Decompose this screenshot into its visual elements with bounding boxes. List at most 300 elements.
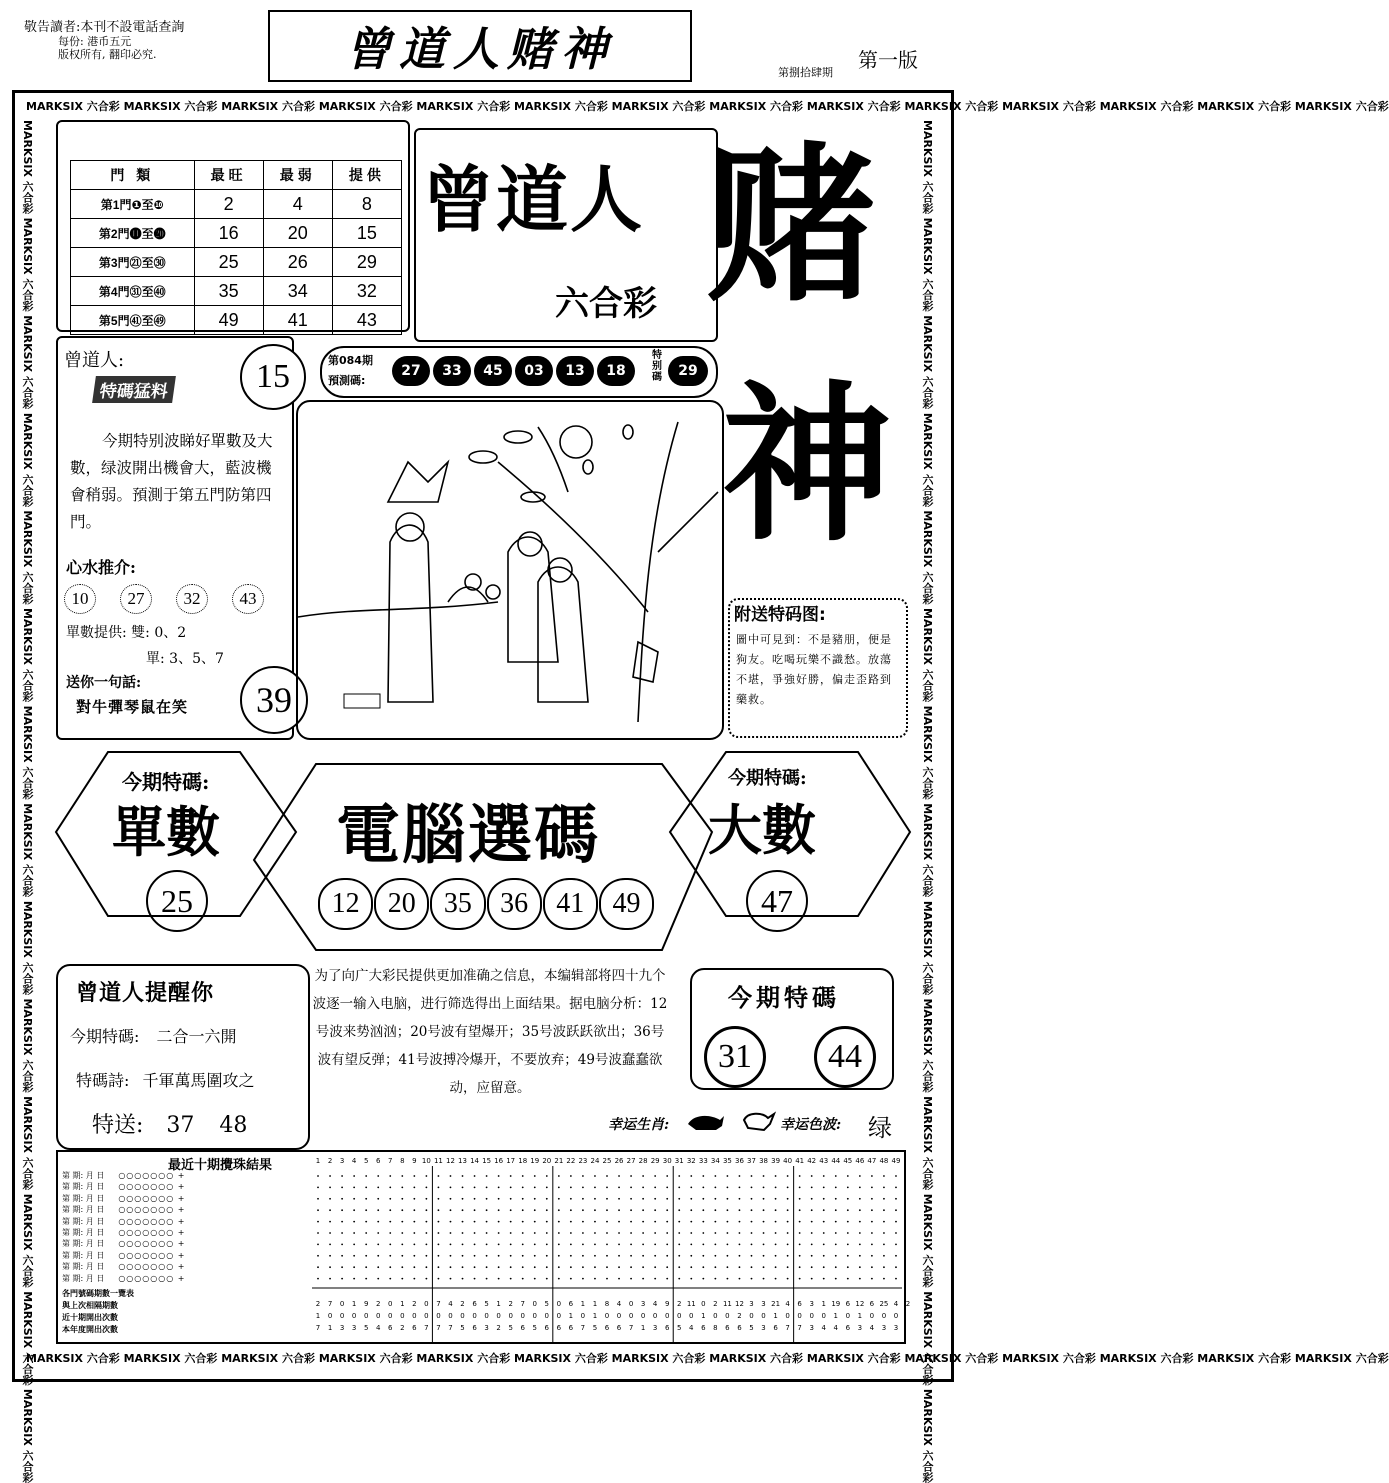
- grid-footer-value: 0: [363, 1312, 369, 1320]
- grid-dot: [594, 1255, 596, 1257]
- grid-footer-value: 2: [315, 1300, 321, 1308]
- results-row-label: 第 期: 月 日: [62, 1182, 105, 1192]
- grid-dot: [377, 1198, 379, 1200]
- grid-dot: [727, 1221, 729, 1223]
- grid-dot: [883, 1198, 885, 1200]
- grid-dot: [739, 1209, 741, 1211]
- grid-footer-value: 0: [785, 1312, 790, 1320]
- results-row: [62, 1250, 312, 1261]
- grid-dot: [534, 1244, 536, 1246]
- grid-footer-value: 1: [400, 1300, 405, 1308]
- grid-dot: [811, 1255, 813, 1257]
- grid-col-header: 42: [807, 1157, 817, 1165]
- results-footer: [62, 1288, 312, 1340]
- grid-dot: [558, 1209, 560, 1211]
- grid-footer-value: 0: [556, 1300, 562, 1308]
- grid-dot: [763, 1187, 765, 1189]
- grid-dot: [823, 1221, 825, 1223]
- border-band-top: [26, 98, 1389, 116]
- grid-dot: [871, 1278, 873, 1280]
- grid-dot: [642, 1255, 644, 1257]
- grid-dot: [546, 1198, 548, 1200]
- grid-footer-value: 9: [664, 1300, 670, 1308]
- grid-footer-value: 2: [713, 1300, 718, 1308]
- grid-col-header: 30: [662, 1157, 672, 1165]
- grid-dot: [486, 1266, 488, 1268]
- grid-col-header: 22: [566, 1157, 576, 1165]
- grid-dot: [510, 1232, 512, 1234]
- grid-dot: [859, 1187, 861, 1189]
- grid-dot: [462, 1278, 464, 1280]
- grid-footer-value: 1: [351, 1300, 357, 1308]
- grid-footer-value: 0: [351, 1312, 357, 1320]
- results-row-slots: ○○○○○○○ +: [118, 1262, 186, 1272]
- grid-dot: [678, 1244, 680, 1246]
- grid-col-header: 29: [650, 1157, 660, 1165]
- issue-number: 第捌拾肆期: [778, 66, 833, 79]
- grid-dot: [450, 1209, 452, 1211]
- grid-footer-value: 2: [508, 1300, 513, 1308]
- grid-dot: [606, 1255, 608, 1257]
- grid-footer-value: 3: [761, 1300, 766, 1308]
- grid-footer-value: 1: [327, 1324, 333, 1332]
- center-paragraph: 为了向广大彩民提供更加准确之信息，本编辑部将四十九个波逐一输入电脑，进行筛选得出上面结果。据电脑分析：12号波来势汹汹；20号波有望爆开；35号波跃跃欲出；36号波有望反弹；41号波搏冷爆开，不要放弃；49号波蠢蠢欲动，应留意。: [312, 968, 668, 1096]
- grid-col-header: 28: [638, 1157, 648, 1165]
- grid-footer-value: 0: [339, 1312, 345, 1320]
- grid-footer-value: 2: [677, 1300, 682, 1308]
- grid-dot: [450, 1278, 452, 1280]
- grid-dot: [522, 1198, 524, 1200]
- center-title: 電腦選碼: [336, 798, 600, 873]
- grid-dot: [763, 1244, 765, 1246]
- water-numbers: [64, 584, 284, 614]
- grid-dot: [618, 1266, 620, 1268]
- grid-dot: [389, 1187, 391, 1189]
- grid-footer-value: 25: [879, 1300, 889, 1308]
- grid-dot: [678, 1175, 680, 1177]
- grid-dot: [763, 1266, 765, 1268]
- grid-dot: [775, 1266, 777, 1268]
- grid-dot: [666, 1221, 668, 1223]
- grid-dot: [317, 1175, 319, 1177]
- grid-dot: [474, 1209, 476, 1211]
- grid-footer-value: 1: [773, 1312, 778, 1320]
- grid-dot: [666, 1266, 668, 1268]
- results-row: [62, 1261, 312, 1272]
- min-cell: 26: [263, 248, 332, 277]
- grid-dot: [823, 1244, 825, 1246]
- tip-paragraph: 今期特别波睇好單數及大數，绿波開出機會大，藍波機會稍弱。預測于第五門防第四門。: [70, 432, 273, 531]
- grid-dot: [847, 1232, 849, 1234]
- grid-dot: [714, 1187, 716, 1189]
- grid-footer-value: 0: [544, 1312, 550, 1320]
- grid-dot: [570, 1187, 572, 1189]
- grid-dot: [787, 1232, 789, 1234]
- grid-dot: [438, 1221, 440, 1223]
- grid-dot: [522, 1255, 524, 1257]
- grid-dot: [450, 1244, 452, 1246]
- title-big1: 赌: [706, 125, 877, 325]
- grid-footer-value: 0: [677, 1312, 682, 1320]
- grid-dot: [799, 1221, 801, 1223]
- grid-dot: [510, 1266, 512, 1268]
- grid-dot: [835, 1198, 837, 1200]
- grid-dot: [871, 1198, 873, 1200]
- grid-dot: [751, 1278, 753, 1280]
- door-cell: 第5門㊶至㊾: [71, 306, 195, 335]
- grid-footer-value: 3: [339, 1324, 345, 1332]
- grid-dot: [727, 1187, 729, 1189]
- grid-dot: [883, 1232, 885, 1234]
- grid-dot: [474, 1266, 476, 1268]
- grid-dot: [425, 1232, 427, 1234]
- grid-dot: [317, 1232, 319, 1234]
- doors-row: [71, 248, 402, 277]
- grid-dot: [883, 1244, 885, 1246]
- grid-dot: [895, 1187, 897, 1189]
- doors-row: [71, 190, 402, 219]
- grid-col-header: 1: [315, 1157, 321, 1165]
- grid-dot: [847, 1266, 849, 1268]
- tiger-icon: [686, 1110, 726, 1134]
- grid-dot: [341, 1255, 343, 1257]
- grid-dot: [859, 1244, 861, 1246]
- grid-dot: [377, 1244, 379, 1246]
- grid-footer-value: 4: [869, 1324, 875, 1332]
- grid-footer-value: 4: [616, 1300, 622, 1308]
- results-footer-label: 本年度開出次數: [62, 1325, 118, 1334]
- grid-dot: [799, 1244, 801, 1246]
- grid-dot: [835, 1244, 837, 1246]
- grid-dot: [823, 1198, 825, 1200]
- grid-dot: [642, 1244, 644, 1246]
- computer-number: 49: [599, 878, 654, 930]
- results-title: 最近十期攪珠結果: [168, 1158, 273, 1173]
- grid-footer-value: 3: [761, 1324, 766, 1332]
- grid-footer-value: 0: [388, 1300, 393, 1308]
- grid-col-header: 19: [530, 1157, 540, 1165]
- grid-footer-value: 3: [809, 1300, 814, 1308]
- results-row: [62, 1181, 312, 1192]
- grid-footer-value: 7: [628, 1324, 634, 1332]
- water-number: 10: [64, 584, 96, 614]
- results-row-slots: ○○○○○○○ +: [118, 1171, 186, 1180]
- grid-dot: [618, 1198, 620, 1200]
- grid-dot: [474, 1278, 476, 1280]
- grid-dot: [438, 1175, 440, 1177]
- riddle-title: 附送特码图:: [734, 605, 826, 625]
- grid-dot: [799, 1255, 801, 1257]
- grid-col-header: 14: [470, 1157, 480, 1165]
- grid-dot: [534, 1221, 536, 1223]
- grid-dot: [329, 1175, 331, 1177]
- grid-col-header: 44: [831, 1157, 841, 1165]
- grid-dot: [353, 1244, 355, 1246]
- right-special-title: 今期特碼: [728, 984, 840, 1012]
- grid-dot: [377, 1278, 379, 1280]
- grid-dot: [594, 1221, 596, 1223]
- grid-footer-value: 0: [520, 1312, 525, 1320]
- grid-footer-value: 1: [701, 1312, 706, 1320]
- grid-dot: [462, 1198, 464, 1200]
- grid-dot: [534, 1187, 536, 1189]
- grid-dot: [775, 1175, 777, 1177]
- rock: [633, 642, 658, 682]
- grid-dot: [678, 1255, 680, 1257]
- grid-dot: [474, 1221, 476, 1223]
- grid-dot: [811, 1266, 813, 1268]
- grid-dot: [594, 1244, 596, 1246]
- grid-footer-value: 5: [460, 1324, 465, 1332]
- right-special-num-1: 31: [704, 1026, 766, 1088]
- grid-dot: [389, 1232, 391, 1234]
- grid-dot: [739, 1221, 741, 1223]
- grid-dot: [606, 1278, 608, 1280]
- grid-dot: [775, 1255, 777, 1257]
- grid-dot: [823, 1278, 825, 1280]
- grid-dot: [474, 1187, 476, 1189]
- grid-dot: [630, 1221, 632, 1223]
- grid-dot: [606, 1221, 608, 1223]
- results-row: [62, 1216, 312, 1227]
- grid-dot: [413, 1266, 415, 1268]
- grid-footer-value: 6: [845, 1300, 851, 1308]
- special-label: 特别碼: [652, 350, 662, 383]
- grid-dot: [690, 1175, 692, 1177]
- grid-footer-value: 5: [363, 1324, 369, 1332]
- grid-footer-value: 3: [640, 1300, 646, 1308]
- grid-dot: [606, 1244, 608, 1246]
- grid-footer-value: 0: [821, 1312, 826, 1320]
- grid-dot: [558, 1255, 560, 1257]
- grid-dot: [678, 1232, 680, 1234]
- grid-col-header: 12: [446, 1157, 455, 1165]
- grid-col-header: 16: [494, 1157, 504, 1165]
- grid-footer-value: 0: [400, 1312, 405, 1320]
- grid-footer-value: 6: [737, 1324, 742, 1332]
- grid-dot: [377, 1187, 379, 1189]
- odd-even-label: 單數提供: 雙:: [66, 625, 150, 641]
- grid-col-header: 7: [388, 1157, 393, 1165]
- grid-dot: [425, 1221, 427, 1223]
- grid-dot: [751, 1221, 753, 1223]
- grid-dot: [702, 1175, 704, 1177]
- grid-footer-value: 0: [496, 1312, 501, 1320]
- title-line1: 曾道人: [422, 158, 645, 242]
- grid-col-header: 47: [867, 1157, 877, 1165]
- grid-dot: [474, 1255, 476, 1257]
- reminder-send: [92, 1108, 247, 1139]
- grid-footer-value: 5: [484, 1300, 489, 1308]
- grid-col-header: 38: [759, 1157, 768, 1165]
- grid-dot: [570, 1266, 572, 1268]
- grid-footer-value: 2: [412, 1300, 417, 1308]
- grid-dot: [859, 1266, 861, 1268]
- results-footer-label: 各門號碼期數一覽表: [62, 1289, 134, 1298]
- grid-dot: [787, 1187, 789, 1189]
- grid-dot: [787, 1244, 789, 1246]
- grid-dot: [859, 1232, 861, 1234]
- results-row-label: 第 期: 月 日: [62, 1239, 105, 1249]
- grid-dot: [630, 1244, 632, 1246]
- grid-dot: [859, 1209, 861, 1211]
- saying-text: 對牛彈琴鼠在笑: [76, 698, 189, 716]
- grid-dot: [510, 1198, 512, 1200]
- grid-dot: [353, 1175, 355, 1177]
- grid-footer-value: 1: [315, 1312, 321, 1320]
- grid-footer-value: 6: [701, 1324, 706, 1332]
- grid-footer-value: 6: [616, 1324, 622, 1332]
- grid-dot: [558, 1244, 560, 1246]
- grid-dot: [522, 1209, 524, 1211]
- grid-dot: [739, 1266, 741, 1268]
- grid-dot: [835, 1187, 837, 1189]
- grid-dot: [534, 1255, 536, 1257]
- results-row: [62, 1238, 312, 1249]
- grid-dot: [666, 1209, 668, 1211]
- grid-dot: [558, 1187, 560, 1189]
- forecast-pill: 18: [597, 356, 635, 386]
- grid-dot: [570, 1209, 572, 1211]
- grid-dot: [474, 1175, 476, 1177]
- grid-dot: [630, 1187, 632, 1189]
- grid-dot: [787, 1198, 789, 1200]
- grid-dot: [799, 1209, 801, 1211]
- grid-col-header: 13: [458, 1157, 467, 1165]
- grid-dot: [775, 1187, 777, 1189]
- grid-dot: [558, 1175, 560, 1177]
- grid-dot: [522, 1221, 524, 1223]
- tree-trunk: [638, 422, 678, 722]
- grid-dot: [401, 1209, 403, 1211]
- grid-dot: [690, 1209, 692, 1211]
- results-row-slots: ○○○○○○○ +: [118, 1273, 186, 1283]
- grid-dot: [775, 1221, 777, 1223]
- grid-dot: [462, 1255, 464, 1257]
- grid-dot: [498, 1175, 500, 1177]
- grid-dot: [642, 1278, 644, 1280]
- dog-figure: [388, 462, 448, 502]
- grid-dot: [558, 1198, 560, 1200]
- results-row: [62, 1273, 312, 1284]
- grid-dot: [558, 1221, 560, 1223]
- grid-dot: [690, 1187, 692, 1189]
- grid-dot: [365, 1198, 367, 1200]
- grid-col-header: 35: [722, 1157, 732, 1165]
- even-row: [66, 622, 186, 642]
- grid-dot: [522, 1232, 524, 1234]
- max-cell: 35: [194, 277, 263, 306]
- grid-col-header: 36: [734, 1157, 744, 1165]
- grid-dot: [871, 1187, 873, 1189]
- water-number: 43: [232, 584, 264, 614]
- grid-dot: [678, 1198, 680, 1200]
- grid-dot: [727, 1175, 729, 1177]
- results-row-slots: ○○○○○○○ +: [118, 1239, 186, 1249]
- grid-footer-value: 3: [484, 1324, 489, 1332]
- grid-footer-value: 0: [869, 1312, 875, 1320]
- grid-footer-value: 2: [460, 1300, 465, 1308]
- grid-footer-value: 2: [400, 1324, 405, 1332]
- reminder-line2-value: 千軍萬馬圍攻之: [142, 1071, 255, 1090]
- grid-dot: [654, 1278, 656, 1280]
- grid-dot: [823, 1255, 825, 1257]
- grid-dot: [486, 1175, 488, 1177]
- grid-dot: [389, 1266, 391, 1268]
- right-hex-value: 大數: [708, 798, 816, 862]
- grid-dot: [401, 1232, 403, 1234]
- grid-dot: [630, 1198, 632, 1200]
- grid-dot: [678, 1187, 680, 1189]
- grid-dot: [582, 1244, 584, 1246]
- reminder-line2-label: 特碼詩:: [76, 1071, 130, 1090]
- door-cell: 第3門㉑至㉚: [71, 248, 195, 277]
- results-row-label: 第 期: 月 日: [62, 1262, 105, 1272]
- results-footer-label: 近十期開出次數: [62, 1313, 118, 1322]
- grid-dot: [486, 1232, 488, 1234]
- grid-dot: [606, 1232, 608, 1234]
- grid-dot: [895, 1266, 897, 1268]
- tree-fruit: [560, 426, 592, 458]
- grid-footer-value: 2: [905, 1300, 911, 1308]
- grid-dot: [353, 1209, 355, 1211]
- grid-dot: [871, 1209, 873, 1211]
- grid-dot: [317, 1278, 319, 1280]
- grid-dot: [606, 1175, 608, 1177]
- grid-footer-value: 0: [725, 1312, 730, 1320]
- grid-col-header: 17: [506, 1157, 516, 1165]
- grid-dot: [594, 1278, 596, 1280]
- grid-dot: [751, 1232, 753, 1234]
- lucky-color-label: 幸运色波:: [780, 1117, 842, 1133]
- grid-dot: [570, 1255, 572, 1257]
- forecast-issue: 第084期: [328, 354, 373, 367]
- grid-dot: [474, 1198, 476, 1200]
- grid-footer-value: 1: [592, 1312, 598, 1320]
- grid-dot: [811, 1187, 813, 1189]
- grid-dot: [438, 1266, 440, 1268]
- grid-dot: [630, 1266, 632, 1268]
- grid-footer-value: 6: [845, 1324, 851, 1332]
- grid-dot: [630, 1175, 632, 1177]
- water-number: 32: [176, 584, 208, 614]
- grid-dot: [835, 1255, 837, 1257]
- grid-dot: [474, 1244, 476, 1246]
- computer-number: 41: [543, 878, 598, 930]
- send-num-2: 48: [219, 1113, 248, 1138]
- grid-footer-value: 0: [761, 1312, 766, 1320]
- grid-dot: [365, 1175, 367, 1177]
- grid-dot: [425, 1209, 427, 1211]
- grid-dot: [462, 1244, 464, 1246]
- grid-dot: [317, 1244, 319, 1246]
- grid-dot: [739, 1187, 741, 1189]
- grid-footer-value: 7: [520, 1300, 525, 1308]
- give-cell: 8: [332, 190, 401, 219]
- grid-dot: [317, 1255, 319, 1257]
- grid-col-header: 18: [518, 1157, 528, 1165]
- grid-footer-value: 21: [771, 1300, 781, 1308]
- grid-dot: [799, 1278, 801, 1280]
- grid-dot: [895, 1244, 897, 1246]
- grid-dot: [883, 1221, 885, 1223]
- give-cell: 43: [332, 306, 401, 335]
- author-name: 曾道人:: [64, 350, 125, 371]
- grid-dot: [823, 1187, 825, 1189]
- grid-dot: [353, 1221, 355, 1223]
- grid-dot: [618, 1209, 620, 1211]
- lucky-zodiac-label: 幸运生肖:: [608, 1117, 670, 1133]
